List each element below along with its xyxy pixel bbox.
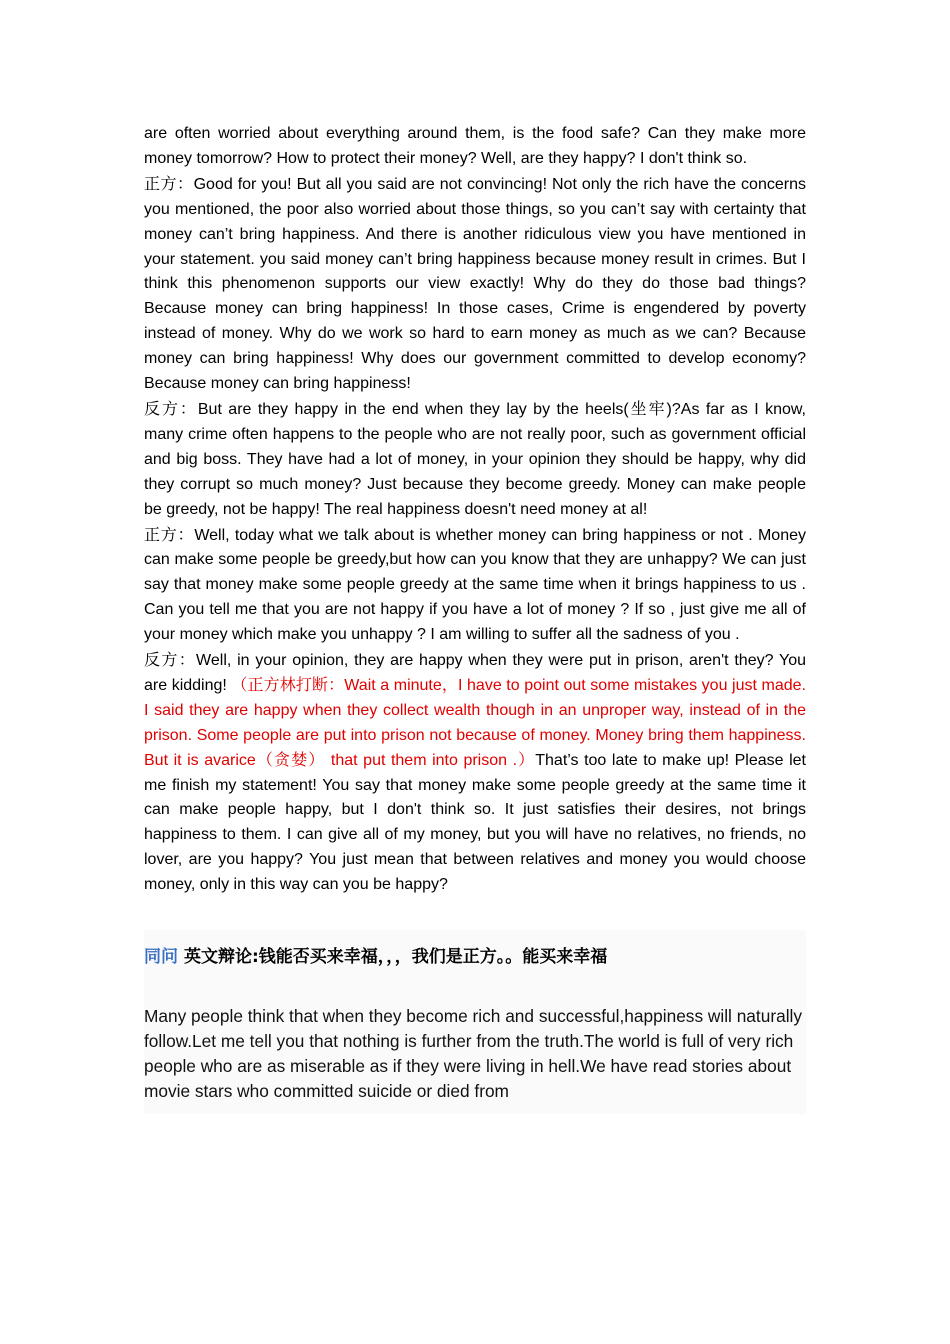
speaker-affirmative: 正方：	[144, 524, 195, 544]
speaker-affirmative: 正方：	[144, 173, 194, 193]
interruption-text: （正方林打断：Wait a minute，I have to point out some mistakes you just made. I said they are happy when they collect wealth though in an unproper way, instead of in the prison. Some people are put into prison not because of money. Money bring them happiness. But it is avarice（贪婪） that put them into prison .）	[144, 676, 806, 769]
speaker-negative: 反方：	[144, 398, 198, 418]
paragraph-negative-1	[144, 397, 806, 523]
related-question-box	[144, 930, 806, 1114]
paragraph-text: But are they happy in the end when they lay by the heels(坐牢)?As far as I know, many crime often happens to the people who are not really poor, such as government official and big boss. They have had a lot of money, in your opinion they should be happy, why did they corrupt so much money? Just because they become greedy. Money can make people be greedy, not be happy! The real happiness doesn't need money at al!	[144, 400, 806, 518]
paragraph-intro-text: are often worried about everything around them, is the food safe? Can they make more money tomorrow? How to protect their money? Well, are they happy? I don't think so.	[144, 125, 806, 167]
paragraph-text: That’s too late to make up! Please let me finish my statement! You say that money make some people greedy at the same time it can make people happy, but I don't think so. It just satisfies their desires, not brings happiness to them. I can give all of my money, but you will have no relatives, no friends, no lover, are you happy? You just mean that between relatives and money you would choose money, only in this way can you be happy?	[144, 751, 806, 894]
related-question-heading[interactable]	[144, 944, 806, 970]
speaker-negative: 反方：	[144, 650, 197, 670]
paragraph-negative-2	[144, 648, 806, 898]
paragraph-text: Well, today what we talk about is whether money can bring happiness or not . Money can make some people be greedy,but how can you know that they are unhappy? We can just say that money make some people greedy at the same time when it brings happiness to us . Can you tell me that you are not happy if you have a lot of money ? If so , just give me all of your money which make you unhappy ? I am willing to suffer all the sadness of you .	[144, 526, 806, 644]
related-answer-text: Many people think that when they become rich and successful,happiness will naturally follow.Let me tell you that nothing is further from the truth.The world is full of very rich people who are as miserable as if they were living in hell.We have read stories about movie stars who committed suicide or died from	[144, 1006, 803, 1102]
paragraph-affirmative-1	[144, 172, 806, 397]
paragraph-text: Well, in your opinion, they are happy when they were put in prison, aren't they? You are kidding!	[144, 652, 806, 694]
document-page	[144, 122, 806, 1114]
related-question-label: 同问	[144, 947, 178, 968]
paragraph-intro	[144, 122, 806, 172]
paragraph-text: Good for you! But all you said are not convincing! Not only the rich have the concerns you mentioned, the poor also worried about those things, so you can’t say with certainty that money can’t bring happiness. And there is another ridiculous view you have mentioned in your statement. you said money can’t bring happiness because money result in crimes. But I think this phenomenon supports our view exactly! Why do they do those bad things? Because money can bring happiness! In those cases, Crime is engendered by poverty instead of money. Why do we work so hard to earn money as much as we can? Because money can bring happiness! Why does our government committed to develop economy? Because money can bring happiness!	[144, 175, 806, 393]
paragraph-affirmative-2	[144, 523, 806, 649]
related-question-title: 英文辩论:钱能否买来幸福，，，我们是正方。。能买来幸福	[184, 947, 608, 968]
